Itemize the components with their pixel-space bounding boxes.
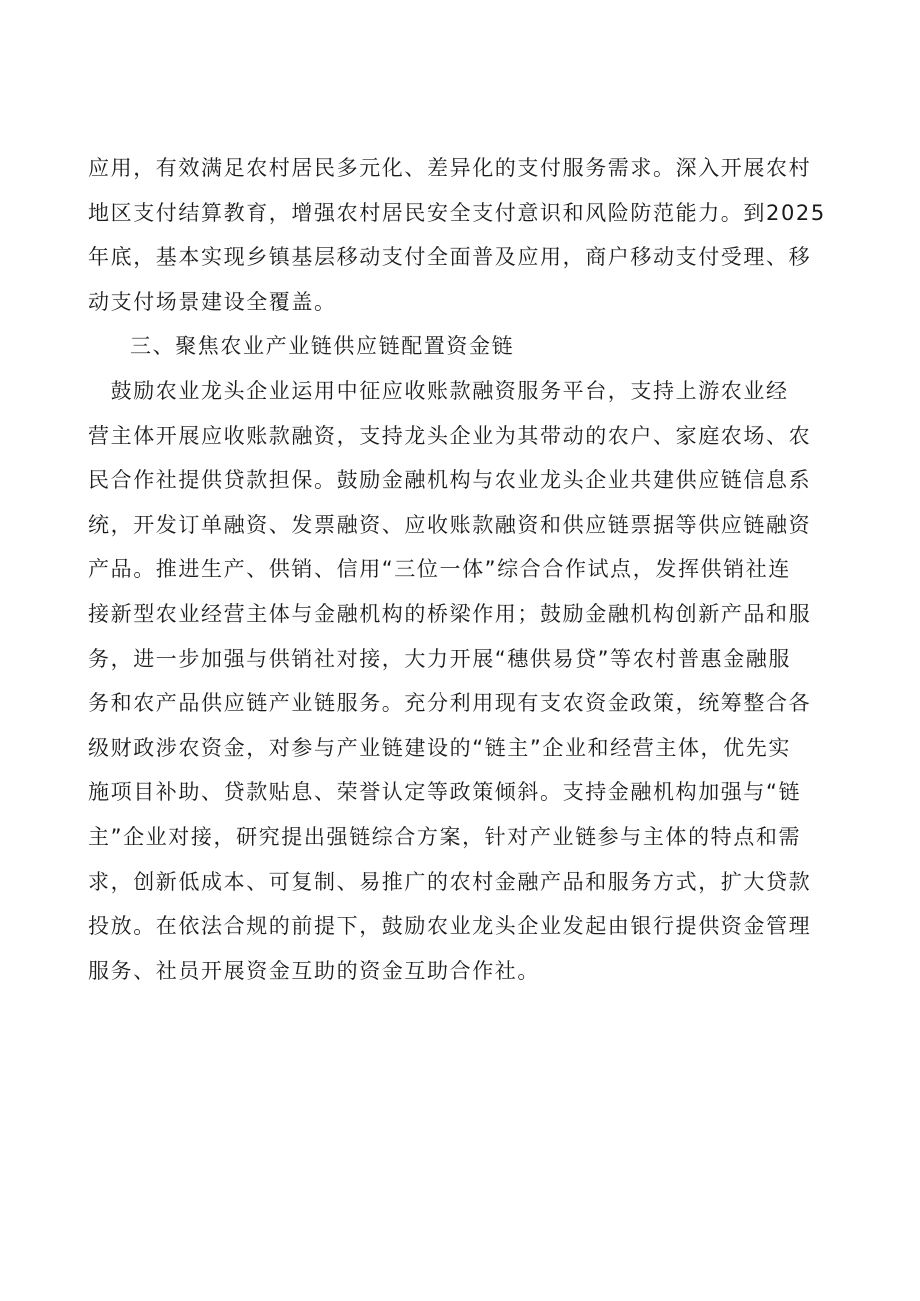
text-line: 务，进一步加强与供销社对接，大力开展“穗供易贷”等农村普惠金融服 <box>88 646 791 671</box>
text-line: 求，创新低成本、可复制、易推广的农村金融产品和服务方式，扩大贷款 <box>88 869 812 894</box>
text-line: 应用，有效满足农村居民多元化、差异化的支付服务需求。深入开展农村 <box>88 156 812 180</box>
text-line: 动支付场景建设全覆盖。 <box>88 289 337 314</box>
section-heading: 三、聚焦农业产业链供应链配置资金链 <box>130 334 515 359</box>
text-line: 服务、社员开展资金互助的资金互助合作社。 <box>88 958 540 983</box>
text-line: 主”企业对接，研究提出强链综合方案，针对产业链参与主体的特点和需 <box>88 824 802 849</box>
text-line: 投放。在依法合规的前提下，鼓励农业龙头企业发起由银行提供资金管理 <box>88 914 812 939</box>
paragraph-supply-chain <box>88 369 828 993</box>
text-line: 统，开发订单融资、发票融资、应收账款融资和供应链票据等供应链融资 <box>88 512 812 537</box>
text-line: 年底，基本实现乡镇基层移动支付全面普及应用，商户移动支付受理、移 <box>88 245 812 270</box>
text-line: 地区支付结算教育，增强农村居民安全支付意识和风险防范能力。到2025 <box>88 200 826 225</box>
text-line: 级财政涉农资金，对参与产业链建设的“链主”企业和经营主体，优先实 <box>88 735 791 760</box>
text-line: 产品。推进生产、供销、信用“三位一体”综合合作试点，发挥供销社连 <box>88 557 791 582</box>
text-line: 接新型农业经营主体与金融机构的桥梁作用；鼓励金融机构创新产品和服 <box>88 601 812 626</box>
text-line: 施项目补助、贷款贴息、荣誉认定等政策倾斜。支持金融机构加强与“链 <box>88 780 802 805</box>
paragraph-payment <box>88 146 828 324</box>
text-line: 营主体开展应收账款融资，支持龙头企业为其带动的农户、家庭农场、农 <box>88 423 812 448</box>
text-line: 民合作社提供贷款担保。鼓励金融机构与农业龙头企业共建供应链信息系 <box>88 468 812 493</box>
text-line: 鼓励农业龙头企业运用中征应收账款融资服务平台，支持上游农业经 <box>88 378 789 403</box>
document-body <box>88 146 828 993</box>
text-line: 务和农产品供应链产业链服务。充分利用现有支农资金政策，统筹整合各 <box>88 691 812 716</box>
